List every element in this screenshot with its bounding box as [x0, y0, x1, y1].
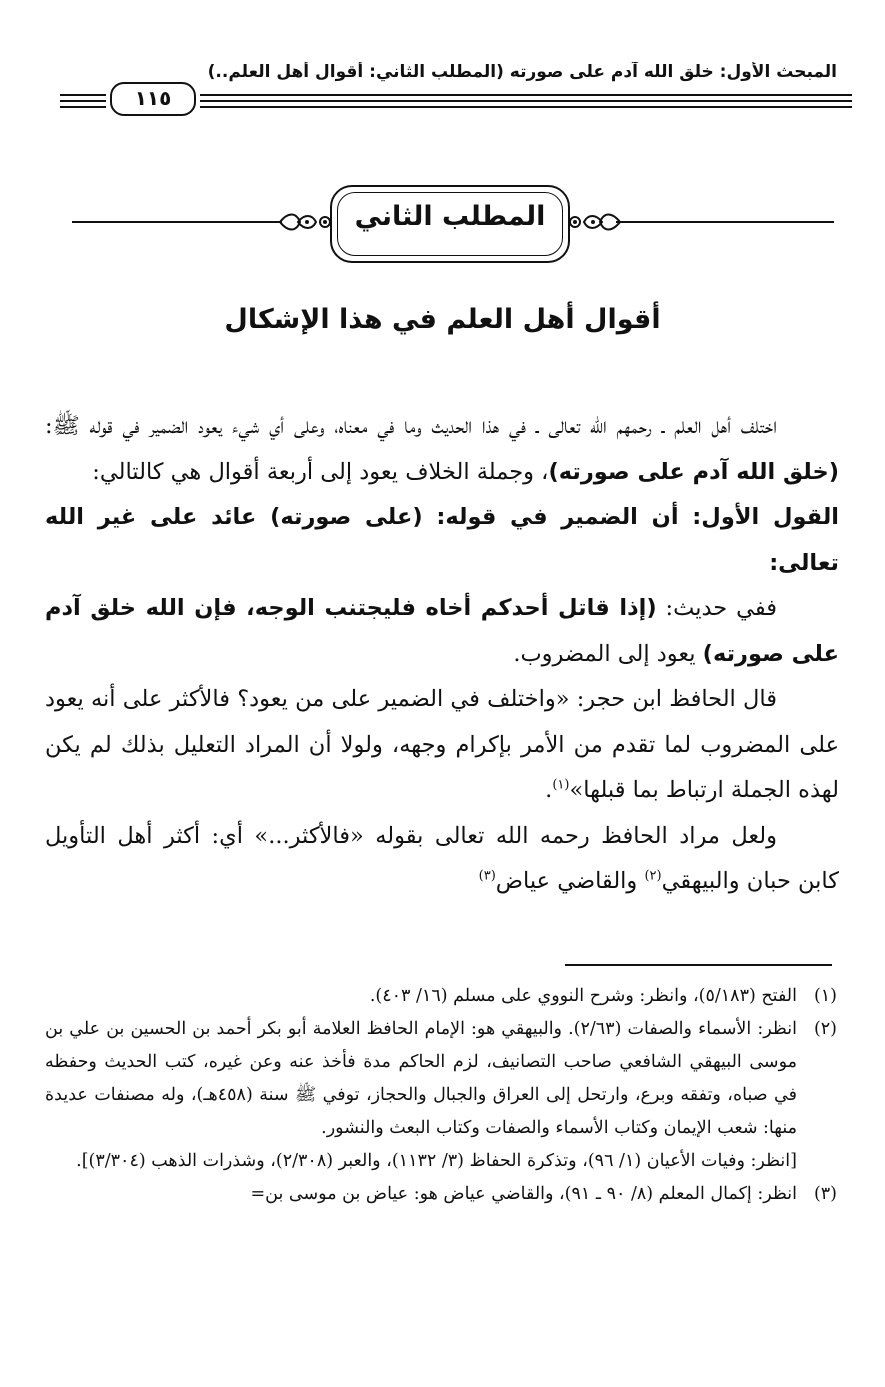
- footnote-number: (٣): [813, 1184, 837, 1204]
- paragraph-hadith-text-end: يعود إلى المضروب.: [513, 640, 703, 667]
- paragraph-intro-text-end: ، وجملة الخلاف يعود إلى أربعة أقوال هي كالتالي:: [92, 458, 549, 485]
- body-text: [45, 404, 839, 905]
- footnote-sources: [انظر: وفيات الأعيان (١/ ٩٦)، وتذكرة الحفاظ (٣/ ١١٣٢)، والعبر (٢/٣٠٨)، وشذرات الذهب (٣/٣٠٤)].: [76, 1151, 797, 1171]
- paragraph-hadith: [45, 586, 839, 677]
- hadith-quote: (خلق الله آدم على صورته): [548, 458, 839, 485]
- interpretation-text-end: والقاضي عياض: [495, 868, 645, 894]
- footnote-2: [45, 1013, 837, 1178]
- hadith-quote: (إذا قاتل أحدكم أخاه فليجتنب الوجه، فإن الله خلق آدم على صورته): [45, 595, 839, 667]
- footnote-ref: (٢): [644, 868, 662, 884]
- section-banner: [330, 185, 570, 263]
- banner-left-rule: [72, 221, 282, 223]
- footnote-1: [45, 980, 837, 1013]
- paragraph-hadith-text: ففي حديث:: [656, 595, 777, 621]
- footnote-text: انظر: إكمال المعلم (٨/ ٩٠ ـ ٩١)، والقاضي عياض هو: عياض بن موسى بن=: [250, 1184, 797, 1204]
- footnote-text: انظر: الأسماء والصفات (٢/٦٣). والبيهقي هو: الإمام الحافظ العلامة أبو بكر أحمد بن الحسين بن علي بن موسى البيهقي الشافعي صاحب التصانيف، لزم الحاكم مدة فأخذ عنه وعن غيره، كتب الحديث وحفظه في صباه، وتفقه وبرع، وارتحل إلى العراق والجبال والحجاز، توفي ﷺ سنة (٤٥٨هـ)، وله مصنفات عديدة منها: شعب الإيمان وكتاب الأسماء والصفات وكتاب البعث والنشور.: [45, 1019, 797, 1138]
- footnote-separator: [565, 964, 832, 966]
- running-header-title: المبحث الأول: خلق الله آدم على صورته (المطلب الثاني: أقوال أهل العلم..): [207, 62, 837, 82]
- footnote-number: (٢): [813, 1019, 837, 1039]
- section-banner-title: المطلب الثاني: [354, 201, 546, 232]
- footnote-number: (١): [813, 986, 837, 1006]
- paragraph-intro-text: اختلف أهل العلم ـ رحمهم الله تعالى ـ في هذا الحديث وما في معناه، وعلى أي شيء يعود الضمير في قوله ﷺ:: [45, 413, 777, 439]
- first-opinion-heading: القول الأول: أن الضمير في قوله: (على صورته) عائد على غير الله تعالى:: [45, 504, 839, 576]
- paragraph-interpretation: [45, 814, 839, 905]
- ibn-hajar-quote: قال الحافظ ابن حجر: «واختلف في الضمير على من يعود؟ فالأكثر على أنه يعود على المضروب لما تقدم من الأمر بإكرام وجهه، ولولا أن المراد التعليل بذلك لم يكن لهذه الجملة ارتباط بما قبلها»: [45, 686, 839, 803]
- paragraph-ibn-hajar: [45, 677, 839, 814]
- paragraph-intro: [45, 404, 839, 495]
- section-heading: أقوال أهل العلم في هذا الإشكال: [224, 304, 661, 335]
- footnote-ref: (١): [552, 777, 570, 793]
- banner-right-rule: [616, 221, 834, 223]
- interpretation-text: ولعل مراد الحافظ رحمه الله تعالى بقوله «فالأكثر...» أي: أكثر أهل التأويل كابن حبان والبيهقي: [45, 822, 839, 894]
- footnote-3: [45, 1178, 837, 1211]
- footnotes: [45, 980, 837, 1211]
- paragraph-end: .: [545, 777, 553, 803]
- footnote-text: الفتح (٥/١٨٣)، وانظر: وشرح النووي على مسلم (١٦/ ٤٠٣).: [369, 986, 797, 1006]
- page-number: ١١٥: [110, 82, 196, 116]
- footnote-ref: (٣): [478, 868, 496, 884]
- right-ornament-icon: [564, 206, 624, 238]
- left-ornament-icon: [276, 206, 336, 238]
